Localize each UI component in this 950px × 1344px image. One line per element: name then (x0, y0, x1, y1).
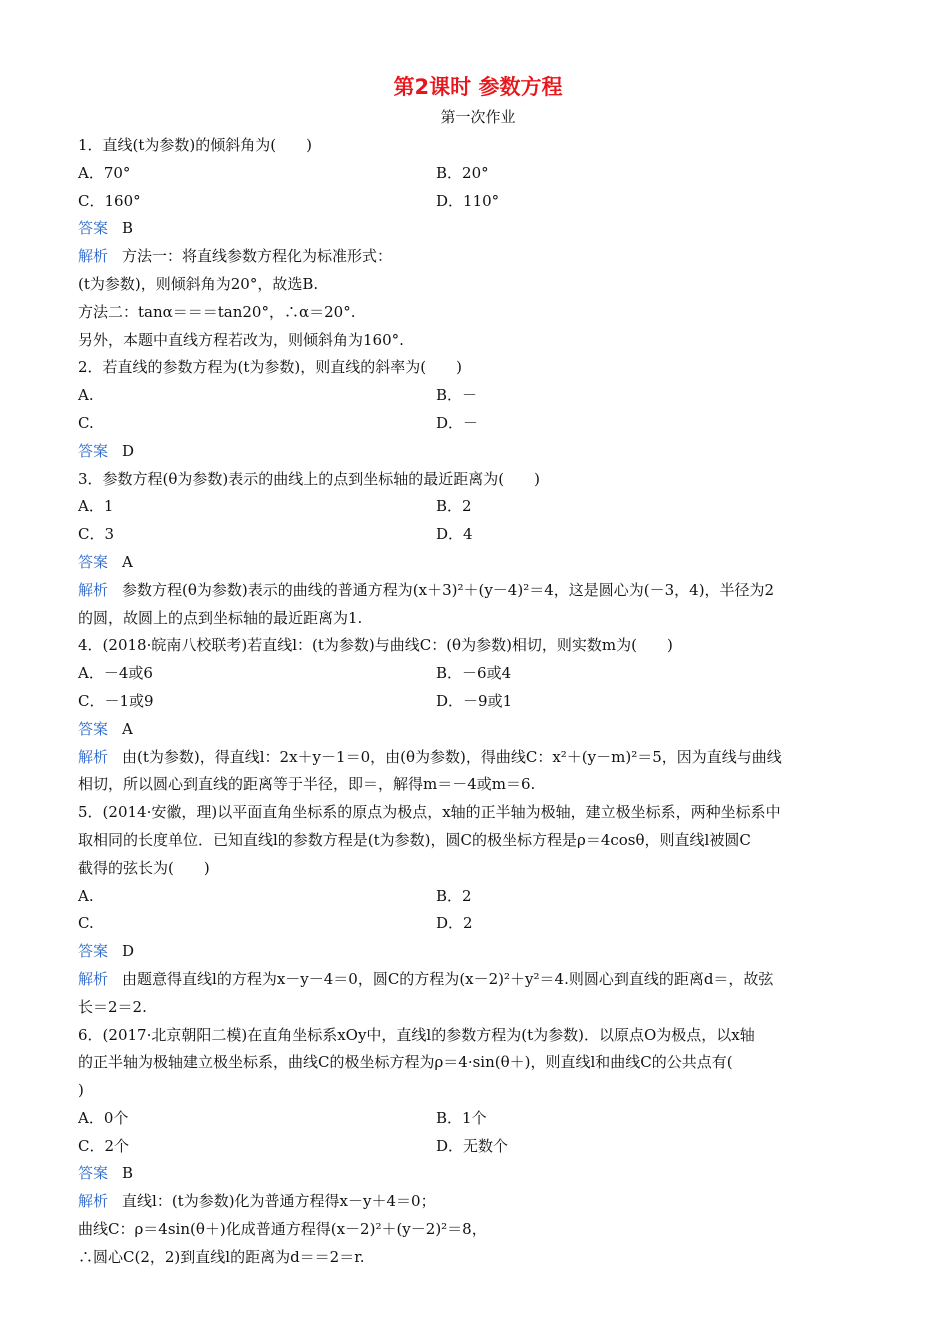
q1-options-row-1 (78, 160, 878, 188)
q3-option-a: A．1 (78, 497, 114, 516)
q6-option-d: D．无数个 (436, 1136, 509, 1155)
q5-analysis-text: 由题意得直线l的方程为x－y－4＝0，圆C的方程为(x－2)²＋y²＝4.则圆心到直线的距离d＝，故弦 (122, 969, 774, 988)
q1-analysis-3: 方法二：tanα＝＝＝tan20°，∴α＝20°. (78, 302, 356, 321)
page-title: 第2课时 参数方程 (393, 75, 563, 99)
answer-label: 答案 (78, 441, 109, 460)
q2-options-row-1 (78, 382, 878, 410)
q2-answer-value: D (122, 441, 135, 460)
q5-options-row-1 (78, 883, 878, 911)
q3-options-row-1 (78, 493, 878, 521)
q1-stem: 1．直线(t为参数)的倾斜角为( ) (78, 136, 312, 154)
q3-analysis-text: 参数方程(θ为参数)表示的曲线的普通方程为(x＋3)²＋(y－4)²＝4，这是圆心为(－3，4)，半径为2 (122, 580, 775, 599)
q5-answer-value: D (122, 942, 135, 961)
answer-label: 答案 (78, 719, 109, 738)
q1-option-d: D．110° (436, 191, 500, 210)
analysis-label: 解析 (78, 247, 109, 266)
q4-option-d: D．－9或1 (436, 691, 513, 710)
q4-options-row-1 (78, 660, 878, 688)
q4-answer (78, 716, 878, 744)
q3-option-b: B．2 (436, 497, 472, 516)
q4-answer-value: A (122, 719, 133, 738)
q6-stem-1: 6．(2017·北京朝阳二模)在直角坐标系xOy中，直线l的参数方程为(t为参数)．以原点O为极点，以x轴 (78, 1025, 755, 1044)
q6-option-a: A．0个 (78, 1108, 129, 1127)
answer-label: 答案 (78, 552, 109, 571)
q6-analysis-text: 直线l：(t为参数)化为普通方程得x－y＋4＝0； (122, 1192, 436, 1211)
answer-label: 答案 (78, 219, 109, 238)
q3-answer (78, 549, 878, 577)
q4-option-b: B．－6或4 (436, 664, 512, 683)
q5-analysis-1 (78, 966, 878, 994)
q6-analysis-3: ∴圆心C(2，2)到直线l的距离为d＝＝2＝r. (78, 1247, 365, 1266)
q5-stem-2: 取相同的长度单位．已知直线l的参数方程是(t为参数)，圆C的极坐标方程是ρ＝4cosθ，则直线l被圆C (78, 830, 751, 849)
q3-stem: 3．参数方程(θ为参数)表示的曲线上的点到坐标轴的最近距离为( ) (78, 469, 540, 488)
answer-label: 答案 (78, 1164, 109, 1183)
page-subtitle: 第一次作业 (440, 108, 516, 126)
answer-label: 答案 (78, 942, 109, 961)
q1-answer-value: B (122, 219, 134, 238)
q1-option-c: C．160° (78, 191, 141, 210)
q6-analysis-1 (78, 1188, 878, 1216)
q2-option-d: D．－ (436, 413, 479, 432)
q5-analysis-2: 长＝2＝2. (78, 997, 147, 1016)
q3-option-c: C．3 (78, 525, 115, 544)
q3-option-d: D．4 (436, 525, 473, 544)
q5-answer (78, 938, 878, 966)
q6-analysis-2: 曲线C：ρ＝4sin(θ＋)化成普通方程得(x－2)²＋(y－2)²＝8， (78, 1220, 487, 1239)
q4-option-a: A．－4或6 (78, 664, 153, 683)
q4-stem: 4．(2018·皖南八校联考)若直线l：(t为参数)与曲线C：(θ为参数)相切，则实数m为( ) (78, 636, 673, 655)
q4-option-c: C．－1或9 (78, 691, 154, 710)
q2-answer (78, 438, 878, 466)
q5-stem-3: 截得的弦长为( ) (78, 858, 210, 877)
document-page (78, 72, 878, 1272)
q3-analysis-2: 的圆，故圆上的点到坐标轴的最近距离为1. (78, 608, 363, 627)
q6-answer (78, 1160, 878, 1188)
q1-analysis-2: (t为参数)，则倾斜角为20°，故选B. (78, 274, 319, 293)
q3-analysis-1 (78, 577, 878, 605)
q5-option-c: C. (78, 914, 94, 933)
q1-option-a: A．70° (78, 163, 131, 182)
analysis-label: 解析 (78, 747, 109, 766)
q4-options-row-2 (78, 688, 878, 716)
q6-answer-value: B (122, 1164, 134, 1183)
analysis-label: 解析 (78, 969, 109, 988)
q1-options-row-2 (78, 188, 878, 216)
q1-analysis-1 (78, 243, 878, 271)
q6-option-b: B．1个 (436, 1108, 487, 1127)
q4-analysis-2: 相切，所以圆心到直线的距离等于半径，即＝，解得m＝－4或m＝6. (78, 775, 536, 794)
q4-analysis-1 (78, 744, 878, 772)
q6-options-row-2 (78, 1133, 878, 1161)
analysis-label: 解析 (78, 1192, 109, 1211)
q2-option-c: C. (78, 413, 94, 432)
q2-option-a: A. (78, 386, 94, 405)
q2-options-row-2 (78, 410, 878, 438)
analysis-label: 解析 (78, 580, 109, 599)
q5-options-row-2 (78, 910, 878, 938)
q1-option-b: B．20° (436, 163, 489, 182)
q1-answer (78, 215, 878, 243)
q5-option-d: D．2 (436, 914, 473, 933)
q6-stem-3: ) (78, 1081, 84, 1100)
q4-analysis-text: 由(t为参数)，得直线l：2x＋y－1＝0，由(θ为参数)，得曲线C：x²＋(y－m)²＝5，因为直线与曲线 (122, 747, 782, 766)
q6-options-row-1 (78, 1105, 878, 1133)
q3-answer-value: A (122, 552, 133, 571)
q3-options-row-2 (78, 521, 878, 549)
q1-analysis-4: 另外，本题中直线方程若改为，则倾斜角为160°. (78, 330, 404, 349)
q6-option-c: C．2个 (78, 1136, 130, 1155)
q5-option-b: B．2 (436, 886, 472, 905)
q6-stem-2: 的正半轴为极轴建立极坐标系，曲线C的极坐标方程为ρ＝4·sin(θ＋)，则直线l和曲线C的公共点有( (78, 1053, 733, 1072)
q5-stem-1: 5．(2014·安徽，理)以平面直角坐标系的原点为极点，x轴的正半轴为极轴，建立极坐标系，两种坐标系中 (78, 803, 781, 822)
q2-stem: 2．若直线的参数方程为(t为参数)，则直线的斜率为( ) (78, 358, 462, 377)
q5-option-a: A. (78, 886, 94, 905)
q1-analysis-text: 方法一：将直线参数方程化为标准形式： (122, 247, 393, 266)
q2-option-b: B．－ (436, 386, 478, 405)
